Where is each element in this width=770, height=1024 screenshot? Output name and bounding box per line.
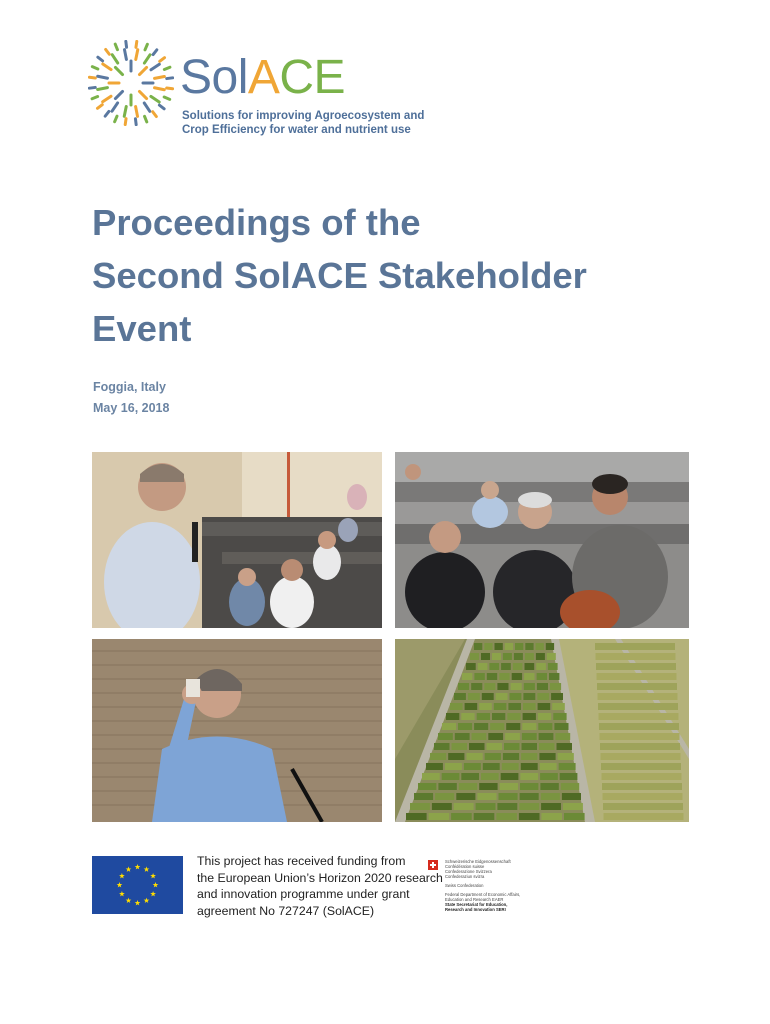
document-title <box>92 196 712 355</box>
swiss-line-6: Federal Department of Economic Affairs, <box>445 892 521 897</box>
swiss-line-7: Education and Research EAER <box>445 897 504 902</box>
swiss-line-2: Confédération suisse <box>445 864 485 869</box>
solace-logo-wordmark <box>180 50 345 106</box>
title-line-3: Event <box>92 308 192 349</box>
logo-text-ce: CE <box>279 51 346 104</box>
photo-speaker-audience <box>92 452 382 628</box>
eu-flag-emblem <box>92 856 183 914</box>
photo-aerial-field-trials <box>395 639 689 822</box>
swiss-line-8: State Secretariat for Education, <box>445 902 508 907</box>
funding-line-2: the European Union’s Horizon 2020 research <box>197 870 443 885</box>
solace-logo-mark <box>88 40 174 126</box>
photo-audience-auditorium <box>395 452 689 628</box>
funding-line-3: and innovation programme under grant <box>197 887 410 902</box>
event-date: May 16, 2018 <box>93 401 170 415</box>
swiss-line-1: Schweizerische Eidgenossenschaft <box>445 859 511 864</box>
swiss-line-5: Swiss Confederation <box>445 883 484 888</box>
tagline-line-1: Solutions for improving Agroecosystem and <box>182 110 425 122</box>
funding-acknowledgement <box>197 853 443 920</box>
funding-line-1: This project has received funding from <box>197 854 406 868</box>
funding-line-4: agreement No 727247 (SolACE) <box>197 904 375 919</box>
tagline-line-2: Crop Efficiency for water and nutrient use <box>182 124 411 136</box>
title-line-2: Second SolACE Stakeholder <box>92 255 587 296</box>
swiss-line-4: Confederaziun svizra <box>445 874 485 879</box>
logo-text-a: A <box>247 51 280 104</box>
logo-text-sol: Sol <box>180 51 248 104</box>
event-location: Foggia, Italy <box>93 380 166 394</box>
swiss-line-3: Confederazione Svizzera <box>445 869 492 874</box>
swiss-line-9: Research and Innovation SERI <box>445 907 506 912</box>
title-line-1: Proceedings of the <box>92 202 421 243</box>
logo-tagline <box>182 109 424 137</box>
photo-speaker-holding-sample <box>92 639 382 822</box>
swiss-cross-icon <box>428 860 438 870</box>
swiss-confederation-logo <box>428 858 538 920</box>
